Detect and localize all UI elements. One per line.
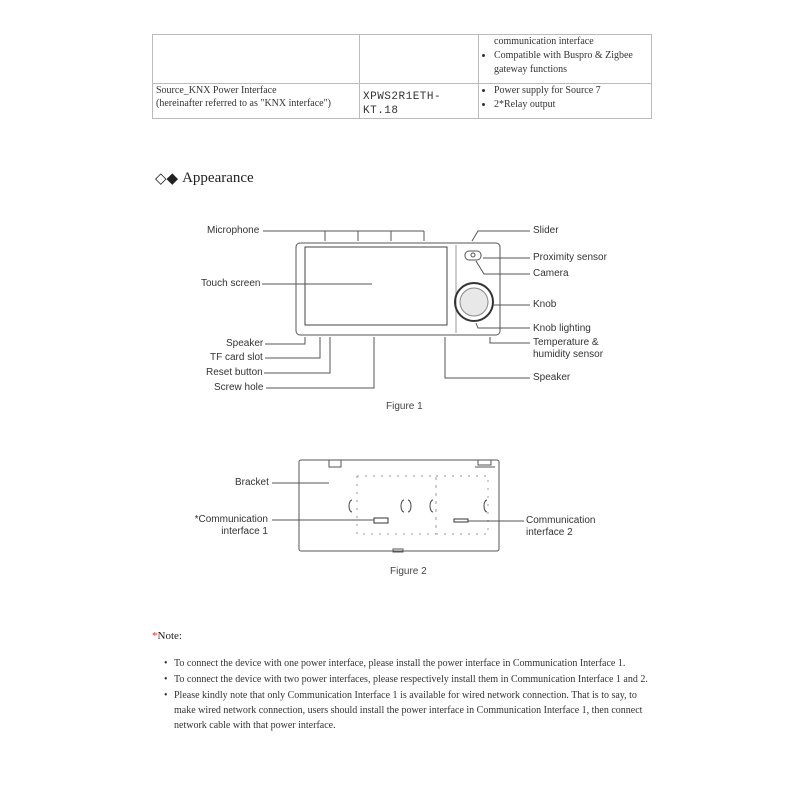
figure1-caption: Figure 1: [386, 401, 423, 412]
list-item: • Please kindly note that only Communication Interface 1 is available for wired network connection. That is to say, to make wired network connection, users should install the power interface in Communication Interface 1, then connect network cable with that power interface.: [164, 688, 654, 733]
note-title: [152, 630, 182, 642]
communication-interface-2: [454, 519, 468, 522]
interface-alias: (hereinafter referred to as "KNX interface"): [156, 98, 332, 109]
note-label: Note:: [157, 630, 182, 642]
camera-lens: [471, 253, 475, 257]
bracket-outline: [299, 460, 499, 551]
list-item: • To connect the device with one power interface, please install the power interface in Communication Interface 1.: [164, 656, 654, 671]
label-reset-button: Reset button: [206, 367, 263, 378]
label-line: interface 1: [221, 526, 268, 537]
touch-screen: [305, 247, 447, 325]
asterisk: *: [152, 630, 158, 642]
label-proximity-sensor: Proximity sensor: [533, 252, 607, 263]
label-touch-screen: Touch screen: [201, 278, 261, 289]
label-knob: Knob: [533, 299, 557, 310]
section-title: Appearance: [182, 170, 254, 186]
note-list: [164, 656, 654, 734]
label-speaker-right: Speaker: [533, 372, 571, 383]
proximity-sensor: [465, 251, 481, 260]
label-line: interface 2: [526, 527, 573, 538]
label-knob-lighting: Knob lighting: [533, 323, 591, 334]
feature-item: • Power supply for Source 7: [494, 84, 648, 98]
label-temperature: Temperature &: [533, 337, 599, 348]
communication-interface-1: [374, 518, 388, 523]
list-item: • To connect the device with two power interfaces, please respectively install them in Communication Interface 1 and 2.: [164, 672, 654, 687]
diamond-icon: ◇◆: [155, 171, 179, 187]
label-slider: Slider: [533, 225, 559, 236]
label-humidity-sensor: humidity sensor: [533, 349, 604, 360]
label-screw-hole: Screw hole: [214, 382, 264, 393]
interface-name: Source_KNX Power Interface: [156, 85, 277, 96]
label-line: *Communication: [194, 514, 268, 525]
label-tf-card-slot: TF card slot: [210, 352, 263, 363]
label-line: Communication: [526, 515, 596, 526]
label-microphone: Microphone: [207, 225, 260, 236]
label-camera: Camera: [533, 268, 569, 279]
label-bracket: Bracket: [235, 477, 269, 488]
label-speaker-left: Speaker: [226, 338, 264, 349]
feature-text: communication interface: [494, 36, 594, 47]
model-number: XPWS2R1ETH-KT.18: [363, 91, 442, 117]
feature-item: • Compatible with Buspro & Zigbee gateway functions: [494, 49, 648, 77]
label-communication-interface-2: [526, 515, 595, 539]
feature-item: • 2*Relay output: [494, 98, 648, 112]
label-communication-interface-1: [190, 514, 268, 538]
figure2-caption: Figure 2: [390, 566, 427, 577]
